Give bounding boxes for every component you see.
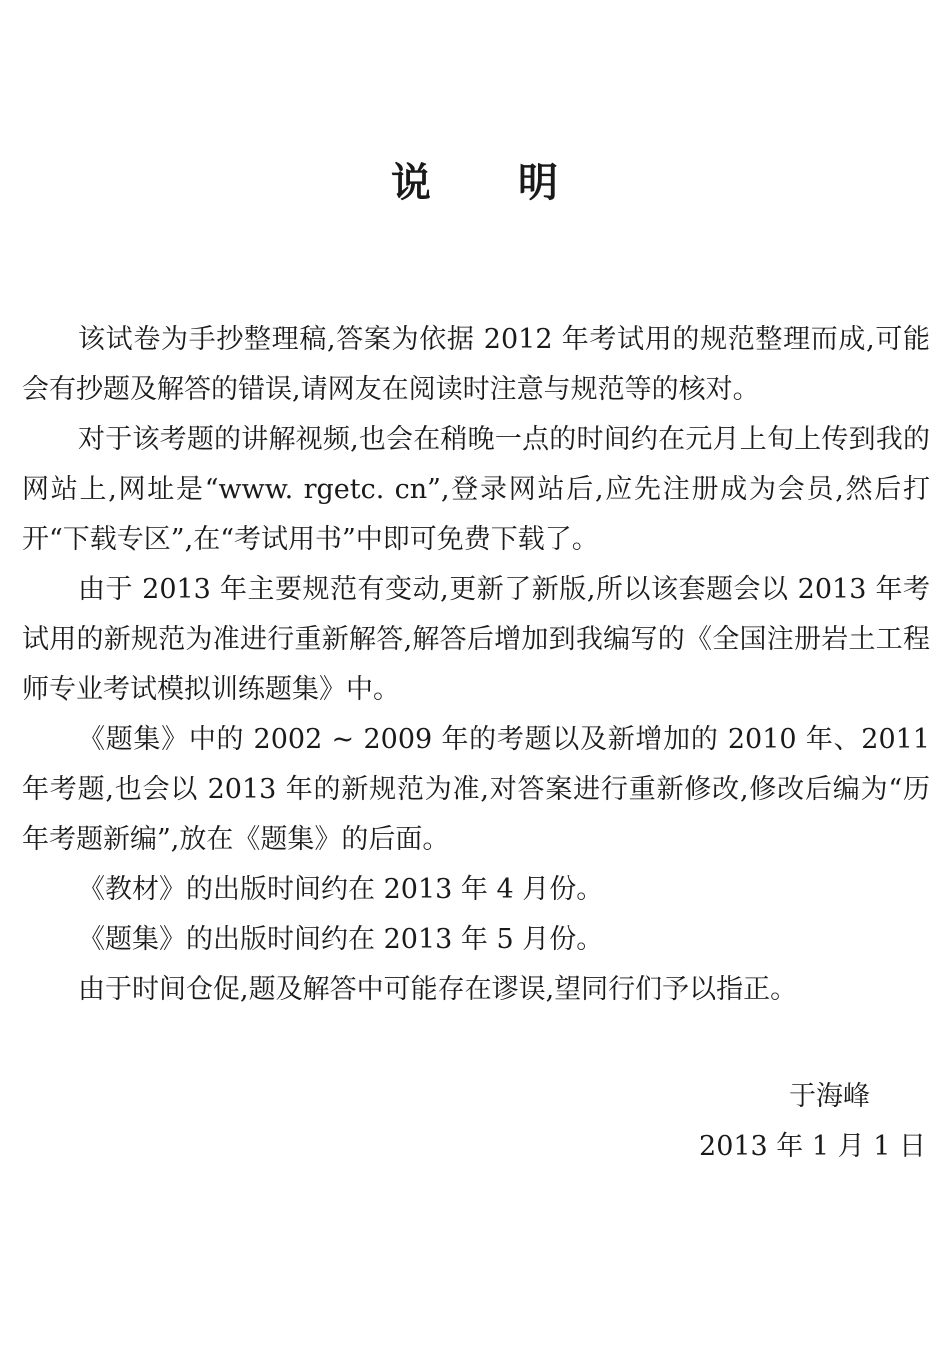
paragraph-5: 《教材》的出版时间约在 2013 年 4 月份。 [78,874,604,905]
paragraph-4: 《题集》中的 2002 ~ 2009 年的考题以及新增加的 2010 年、2011 年考题,也会以 2013 年的新规范为准,对答案进行重新修改,修改后编为“历年考题新编”,放在《题集》的后面。 [22,724,930,855]
paragraph-6: 《题集》的出版时间约在 2013 年 5 月份。 [78,924,604,955]
document-date: 2013 年 1 月 1 日 [699,1131,926,1162]
paragraph-3: 由于 2013 年主要规范有变动,更新了新版,所以该套题会以 2013 年考试用的新规范为准进行重新解答,解答后增加到我编写的《全国注册岩土工程师专业考试模拟训练题集》中。 [22,574,930,705]
title-char-1: 说 [391,159,432,206]
body-text [22,315,930,1015]
paragraph-2: 对于该考题的讲解视频,也会在稍晚一点的时间约在元月上旬上传到我的网站上,网址是“www. rgetc. cn”,登录网站后,应先注册成为会员,然后打开“下载专区”,在“考试用书”中即可免费下载了。 [22,424,930,555]
paragraph-7: 由于时间仓促,题及解答中可能存在谬误,望同行们予以指正。 [78,974,798,1005]
page-title [0,158,950,208]
author-signature: 于海峰 [789,1081,870,1112]
paragraph-1: 该试卷为手抄整理稿,答案为依据 2012 年考试用的规范整理而成,可能会有抄题及解答的错误,请网友在阅读时注意与规范等的核对。 [22,324,930,405]
title-char-2: 明 [518,159,559,206]
